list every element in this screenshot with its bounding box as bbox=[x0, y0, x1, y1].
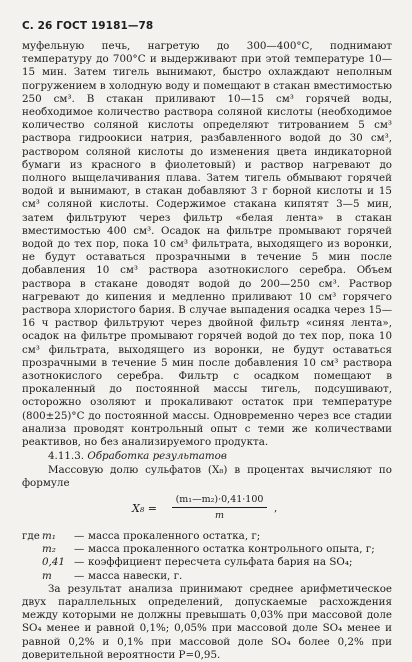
page-header: С. 26 ГОСТ 19181—78 bbox=[22, 20, 154, 32]
definition-dash: — bbox=[74, 569, 85, 582]
definition-row bbox=[22, 530, 392, 543]
definition-row bbox=[22, 543, 392, 556]
formula-lhs: X₈ = bbox=[132, 501, 157, 515]
definition-symbol: m₂ bbox=[42, 543, 56, 556]
formula-numerator: (m₁—m₂)·0,41·100 bbox=[172, 493, 267, 508]
section-title: Обработка результатов bbox=[87, 450, 227, 463]
definition-dash: — bbox=[74, 556, 85, 569]
definition-lead: где bbox=[22, 529, 40, 542]
definition-row bbox=[22, 556, 392, 569]
formula-comma: , bbox=[274, 501, 278, 514]
formula-fraction bbox=[172, 493, 267, 522]
definition-text: масса навески, г. bbox=[88, 569, 183, 582]
paragraph-result-rules: За результат анализа принимают среднее арифметическое двух параллельных определений, допускаемые расхождения между которыми не должны превышать 0,03% при массовой доле SO₄ менее и равной 0,1%; 0,05% при массовой доле SO₄ менее и равной 0,2% и 0,1% при массовой доле SO₄ более 0,2% при доверительной вероятности P=0,95. bbox=[22, 582, 392, 661]
paragraph-procedure: муфельную печь, нагретую до 300—400°С, поднимают температуру до 700°С и выдерживают при этой температуре 10—15 мин. Затем тигель вынимают, быстро охлаждают неполным погружением в холодную воду и помещают в стакан вместимостью 250 см³. В стакан приливают 10—15 см³ горячей воды, необходимое количество раствора соляной кислоты (необходимое количество соляной кислоты определяют титрованием 5 см³ раствора гидроокиси натрия, разбавленного водой до 30 см³, раствором соляной кислоты до изменения цвета индикаторной бумаги из красного в фиолетовый) и раствор нагревают до полного выщелачивания плава. Затем тигель обмывают горячей водой и вынимают, в стакан добавляют 3 г борной кислоты и 15 см³ соляной кислоты. Содержимое стакана кипятят 3—5 мин, затем фильтруют через фильтр «белая лента» в стакан вместимостью 400 см³. Осадок на фильтре промывают горячей водой до тех пор, пока 10 см³ фильтрата, выходящего из воронки, не будут оставаться прозрачными в течение 5 мин после добавления 10 см³ раствора азотнокислого серебра. Объем раствора в стакане доводят водой до 200—250 см³. Раствор нагревают до кипения и медленно приливают 10 см³ горячего раствора хлористого бария. В случае выпадения осадка через 15—16 ч раствор фильтруют через двойной фильтр «синяя лента», осадок на фильтре промывают горячей водой до тех пор, пока 10 см³ фильтрата, выходящего из воронки, не будут оставаться прозрачными в течение 5 мин после добавления 10 см³ раствора азотнокислого серебра. Фильтр с осадком помещают в прокаленный до постоянной массы тигель, подсушивают, осторожно озоляют и прокаливают остаток при температуре (800±25)°С до постоянной массы. Одновременно через все стадии анализа проводят контрольный опыт с теми же количествами реактивов, но без анализируемого продукта. bbox=[22, 40, 392, 449]
paragraph-formula-intro: Массовую долю сульфатов (X₈) в процентах вычисляют по формуле bbox=[22, 463, 392, 489]
definition-symbol: m₁ bbox=[42, 529, 56, 542]
definition-symbol: m bbox=[42, 569, 52, 582]
definition-dash: — bbox=[74, 543, 85, 556]
definition-row bbox=[22, 570, 392, 583]
definition-text: коэффициент пересчета сульфата бария на SO₄; bbox=[88, 556, 353, 569]
definition-text: масса прокаленного остатка контрольного опыта, г; bbox=[88, 543, 375, 556]
definition-dash: — bbox=[74, 529, 85, 542]
formula-denominator: m bbox=[214, 510, 224, 522]
document-body bbox=[22, 40, 392, 662]
definition-text: масса прокаленного остатка, г; bbox=[88, 529, 261, 542]
formula-definitions bbox=[22, 530, 392, 583]
definition-symbol: 0,41 bbox=[42, 556, 65, 569]
section-number: 4.11.3. bbox=[48, 450, 85, 463]
sulfate-formula bbox=[22, 492, 392, 526]
section-heading bbox=[22, 450, 392, 463]
